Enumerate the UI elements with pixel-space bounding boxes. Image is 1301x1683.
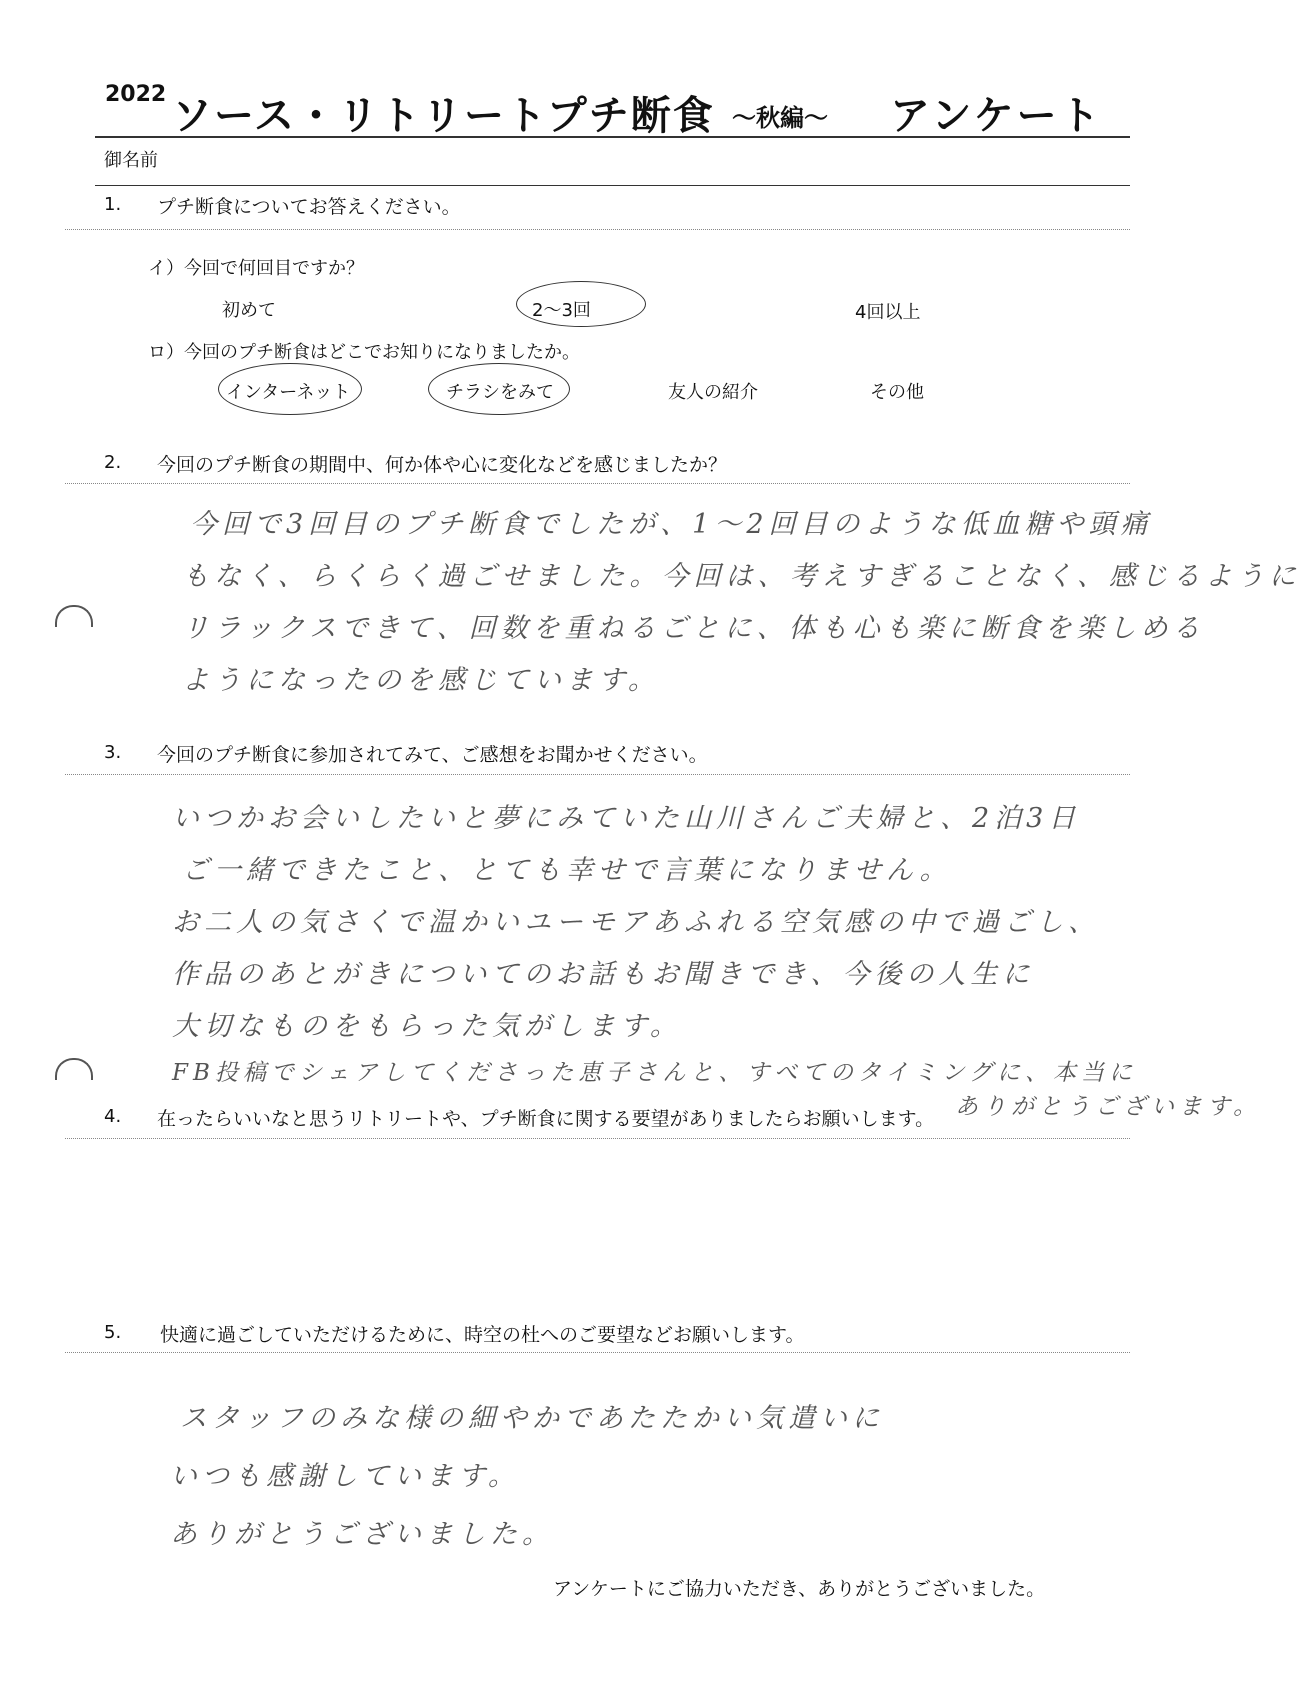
q4-text: 在ったらいいなと思うリトリートや、プチ断食に関する要望がありましたらお願いします。	[157, 1108, 935, 1130]
q3-text: 今回のプチ断食に参加されてみて、ご感想をお聞かせください。	[157, 744, 708, 766]
q3-number: 3.	[104, 742, 122, 763]
q1b-flyer-circle	[428, 363, 570, 415]
q5-answer-line: ありがとうございました。	[170, 1519, 554, 1550]
q3-answer-line: いつかお会いしたいと夢にみていた山川さんご夫婦と、2泊3日	[172, 803, 1081, 834]
q2-answer-line: もなく、らくらく過ごせました。今回は、考えすぎることなく、感じるように	[182, 561, 1301, 592]
title-rule	[95, 136, 1130, 138]
q2-rule	[65, 483, 1130, 484]
q1b-option-other[interactable]: その他	[870, 382, 924, 403]
q3-rule	[65, 774, 1130, 775]
q2-number: 2.	[104, 452, 122, 473]
q1-text: プチ断食についてお答えください。	[157, 196, 461, 218]
title-survey: アンケート	[890, 93, 1103, 139]
q3-answer-line: 作品のあとがきについてのお話もお聞きでき、今後の人生に	[172, 959, 1035, 990]
footer-thanks: アンケートにご協力いただき、ありがとうございました。	[553, 1578, 1046, 1600]
q1b-option-internet[interactable]: インターネット	[226, 382, 351, 403]
q3-answer-line: お二人の気さくで温かいユーモアあふれる空気感の中で過ごし、	[172, 907, 1100, 938]
q3-answer-line: FB投稿でシェアしてくださった恵子さんと、すべてのタイミングに、本当に	[172, 1060, 1138, 1086]
q4-rule	[65, 1138, 1130, 1139]
q1a-option-4plus[interactable]: 4回以上	[855, 302, 921, 323]
q4-number: 4.	[104, 1106, 122, 1127]
q1a-option-first[interactable]: 初めて	[222, 300, 276, 321]
q1b-label: ロ）今回のプチ断食はどこでお知りになりましたか。	[148, 342, 580, 363]
q3-answer-line: ご一緒できたこと、とても幸せで言葉になりません。	[182, 855, 952, 886]
q1b-internet-circle	[218, 363, 362, 415]
q5-answer-line: いつも感謝しています。	[170, 1461, 520, 1492]
name-rule	[95, 185, 1130, 186]
q1b-option-friend[interactable]: 友人の紹介	[668, 382, 758, 403]
title-year: 2022	[105, 82, 167, 107]
q1-number: 1.	[104, 194, 122, 215]
q5-rule	[65, 1352, 1130, 1353]
title-season: ～秋編～	[732, 104, 828, 132]
q5-text: 快適に過ごしていただけるために、時空の杜へのご要望などお願いします。	[160, 1324, 805, 1346]
q2-answer-line: ようになったのを感じています。	[182, 665, 660, 696]
q2-text: 今回のプチ断食の期間中、何か体や心に変化などを感じましたか？	[157, 454, 728, 476]
name-label: 御名前	[104, 150, 158, 171]
q5-number: 5.	[104, 1322, 122, 1343]
page-title: ソース・リトリートプチ断食	[172, 93, 715, 139]
q2-answer-line: 今回で3回目のプチ断食でしたが、1～2回目のような低血糖や頭痛	[190, 509, 1153, 540]
q5-answer-line: スタッフのみな様の細やかであたたかい気遣いに	[180, 1403, 884, 1434]
q2-answer-line: リラックスできて、回数を重ねるごとに、体も心も楽に断食を楽しめる	[182, 613, 1205, 644]
q1a-selected-circle	[516, 281, 646, 327]
hole-punch-mark	[55, 1058, 93, 1080]
q1a-option-2-3[interactable]: 2～3回	[532, 300, 591, 321]
q1a-label: イ）今回で何回目ですか？	[148, 258, 364, 279]
q3-answer-line: ありがとうございます。	[955, 1094, 1262, 1120]
q1b-option-flyer[interactable]: チラシをみて	[446, 382, 554, 403]
q3-answer-line: 大切なものをもらった気がします。	[172, 1011, 682, 1042]
hole-punch-mark	[55, 605, 93, 627]
q1-rule	[65, 229, 1130, 230]
